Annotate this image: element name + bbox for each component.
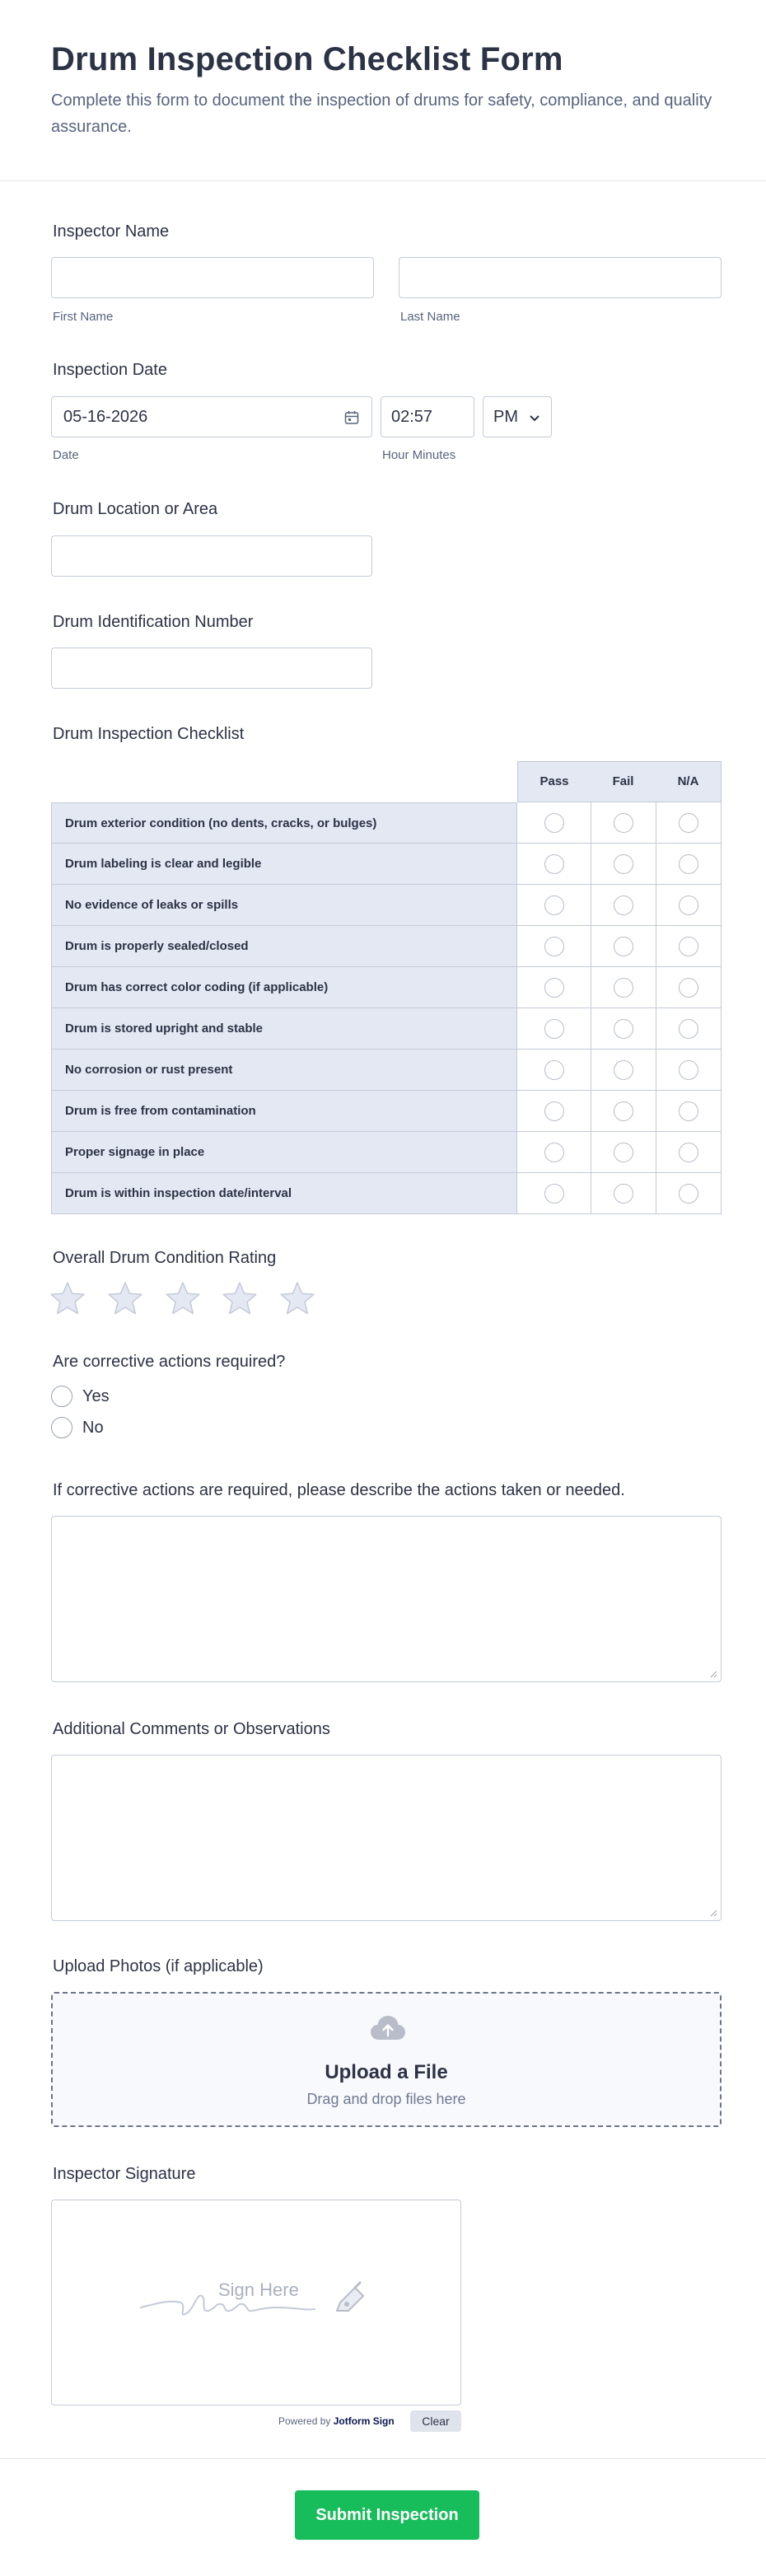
matrix-cell-na <box>656 967 722 1008</box>
matrix-cell-na <box>656 885 722 926</box>
matrix-radio-pass[interactable] <box>544 1101 564 1121</box>
matrix-row-label: Drum has correct color coding (if applicable) <box>51 967 517 1008</box>
matrix-radio-fail[interactable] <box>614 1184 633 1204</box>
date-input[interactable] <box>51 396 372 437</box>
matrix-cell-fail <box>591 1008 656 1050</box>
radio-yes[interactable] <box>51 1386 72 1407</box>
matrix-cell-na <box>656 844 722 885</box>
time-sublabel: Hour Minutes <box>382 448 456 462</box>
matrix-radio-na[interactable] <box>679 1060 698 1080</box>
matrix-cell-pass <box>517 926 591 967</box>
matrix-cell-na <box>656 926 722 967</box>
matrix-radio-pass[interactable] <box>544 937 564 956</box>
ampm-value: PM <box>493 408 518 426</box>
matrix-radio-na[interactable] <box>679 937 698 956</box>
location-input[interactable] <box>51 535 372 577</box>
matrix-radio-na[interactable] <box>679 895 698 915</box>
powered-prefix: Powered by <box>278 2415 331 2427</box>
matrix-radio-fail[interactable] <box>614 813 633 833</box>
upload-subtitle: Drag and drop files here <box>306 2091 466 2107</box>
location-label: Drum Location or Area <box>53 500 218 518</box>
form-header <box>0 0 766 181</box>
matrix-row-label: Drum is within inspection date/interval <box>51 1173 517 1214</box>
matrix-row <box>51 967 722 1008</box>
matrix-cell-na <box>656 1091 722 1132</box>
powered-by <box>278 2415 395 2427</box>
matrix-radio-fail[interactable] <box>614 1060 633 1080</box>
matrix-row <box>51 1008 722 1050</box>
matrix-cell-fail <box>591 802 656 844</box>
matrix-cell-pass <box>517 967 591 1008</box>
pen-icon <box>332 2279 373 2312</box>
matrix-row-label: No evidence of leaks or spills <box>51 885 517 926</box>
matrix-row <box>51 1173 722 1214</box>
matrix-cell-pass <box>517 1132 591 1173</box>
matrix-radio-fail[interactable] <box>614 1143 633 1162</box>
last-name-input[interactable] <box>399 257 722 298</box>
matrix-row <box>51 802 722 844</box>
rating-label: Overall Drum Condition Rating <box>53 1249 277 1267</box>
matrix-cell-fail <box>591 1173 656 1214</box>
inspection-date-label: Inspection Date <box>53 361 167 379</box>
matrix-cell-na <box>656 1050 722 1091</box>
matrix-col-na: N/A <box>656 761 722 802</box>
clear-signature-button[interactable]: Clear <box>410 2410 461 2432</box>
matrix-cell-pass <box>517 1008 591 1050</box>
form-title: Drum Inspection Checklist Form <box>51 41 563 77</box>
star-icon[interactable] <box>49 1280 86 1316</box>
matrix-col-fail: Fail <box>591 761 656 802</box>
matrix-row-label: No corrosion or rust present <box>51 1050 517 1091</box>
matrix-cell-pass <box>517 1091 591 1132</box>
chevron-down-icon <box>528 411 541 424</box>
matrix-row-label: Drum exterior condition (no dents, cracks, or bulges) <box>51 802 517 844</box>
corrective-label: Are corrective actions required? <box>53 1353 286 1371</box>
matrix-radio-pass[interactable] <box>544 813 564 833</box>
star-icon[interactable] <box>165 1280 201 1316</box>
matrix-radio-na[interactable] <box>679 854 698 874</box>
signature-label: Inspector Signature <box>53 2165 196 2183</box>
matrix-radio-pass[interactable] <box>544 978 564 998</box>
radio-no-label: No <box>82 1419 104 1437</box>
matrix-row <box>51 885 722 926</box>
matrix-row-label: Drum labeling is clear and legible <box>51 844 517 885</box>
star-icon[interactable] <box>107 1280 143 1316</box>
matrix-radio-na[interactable] <box>679 813 698 833</box>
matrix-cell-pass <box>517 885 591 926</box>
submit-button[interactable]: Submit Inspection <box>295 2490 479 2540</box>
time-input[interactable] <box>381 396 474 437</box>
matrix-row <box>51 1132 722 1173</box>
matrix-cell-pass <box>517 844 591 885</box>
matrix-cell-na <box>656 802 722 844</box>
matrix-radio-na[interactable] <box>679 1019 698 1039</box>
sign-here-placeholder: Sign Here <box>218 2279 299 2300</box>
matrix-radio-na[interactable] <box>679 1143 698 1162</box>
matrix-radio-fail[interactable] <box>614 895 633 915</box>
radio-yes-label: Yes <box>82 1387 110 1405</box>
matrix-radio-fail[interactable] <box>614 854 633 874</box>
matrix-row <box>51 844 722 885</box>
ampm-select[interactable] <box>483 396 552 437</box>
resize-handle-icon[interactable] <box>709 1909 717 1917</box>
matrix-radio-na[interactable] <box>679 1101 698 1121</box>
matrix-cell-pass <box>517 1173 591 1214</box>
matrix-col-pass: Pass <box>517 761 591 802</box>
matrix-row-label: Drum is free from contamination <box>51 1091 517 1132</box>
drum-id-label: Drum Identification Number <box>53 613 254 631</box>
form-description: Complete this form to document the inspection of drums for safety, compliance, and quality assurance. <box>51 91 712 136</box>
matrix-radio-na[interactable] <box>679 1184 698 1204</box>
upload-title: Upload a File <box>325 2061 448 2083</box>
last-name-sublabel: Last Name <box>400 310 460 324</box>
first-name-input[interactable] <box>51 257 374 298</box>
inspector-name-label: Inspector Name <box>53 222 170 241</box>
matrix-cell-fail <box>591 1091 656 1132</box>
matrix-radio-fail[interactable] <box>614 1101 633 1121</box>
matrix-radio-pass[interactable] <box>544 1019 564 1039</box>
file-upload-dropzone[interactable] <box>51 1992 722 2127</box>
footer-divider <box>0 2458 766 2459</box>
matrix-cell-fail <box>591 926 656 967</box>
signature-pad[interactable] <box>51 2200 461 2405</box>
time-value: 02:57 <box>391 408 433 426</box>
matrix-radio-fail[interactable] <box>614 1019 633 1039</box>
radio-no[interactable] <box>51 1417 72 1438</box>
matrix-radio-pass[interactable] <box>544 854 564 874</box>
matrix-radio-fail[interactable] <box>614 937 633 956</box>
matrix-radio-pass[interactable] <box>544 1184 564 1204</box>
powered-brand[interactable]: Jotform Sign <box>333 2415 395 2427</box>
matrix-cell-na <box>656 1173 722 1214</box>
corrective-details-textarea[interactable] <box>51 1516 722 1682</box>
cloud-upload-icon <box>369 2013 407 2043</box>
first-name-sublabel: First Name <box>53 310 114 324</box>
date-value: 05-16-2026 <box>63 408 148 426</box>
matrix-cell-fail <box>591 1132 656 1173</box>
matrix-cell-pass <box>517 802 591 844</box>
corrective-details-label: If corrective actions are required, please describe the actions taken or needed. <box>53 1481 625 1499</box>
matrix-row-label: Drum is properly sealed/closed <box>51 926 517 967</box>
drum-id-input[interactable] <box>51 648 372 689</box>
comments-label: Additional Comments or Observations <box>53 1720 330 1738</box>
matrix-radio-na[interactable] <box>679 978 698 998</box>
matrix-row-label: Proper signage in place <box>51 1132 517 1173</box>
matrix-cell-fail <box>591 967 656 1008</box>
matrix-radio-pass[interactable] <box>544 1060 564 1080</box>
star-icon[interactable] <box>222 1280 258 1316</box>
star-icon[interactable] <box>279 1280 315 1316</box>
matrix-radio-pass[interactable] <box>544 895 564 915</box>
matrix-cell-pass <box>517 1050 591 1091</box>
matrix-row <box>51 1050 722 1091</box>
checklist-label: Drum Inspection Checklist <box>53 725 245 743</box>
matrix-row <box>51 926 722 967</box>
comments-textarea[interactable] <box>51 1755 722 1921</box>
matrix-cell-na <box>656 1132 722 1173</box>
matrix-cell-fail <box>591 844 656 885</box>
matrix-row <box>51 1091 722 1132</box>
matrix-radio-fail[interactable] <box>614 978 633 998</box>
date-sublabel: Date <box>53 448 79 462</box>
matrix-radio-pass[interactable] <box>544 1143 564 1162</box>
resize-handle-icon[interactable] <box>709 1670 717 1678</box>
matrix-cell-fail <box>591 885 656 926</box>
calendar-icon[interactable] <box>343 409 360 426</box>
matrix-row-label: Drum is stored upright and stable <box>51 1008 517 1050</box>
matrix-cell-fail <box>591 1050 656 1091</box>
upload-label: Upload Photos (if applicable) <box>53 1957 264 1975</box>
matrix-cell-na <box>656 1008 722 1050</box>
